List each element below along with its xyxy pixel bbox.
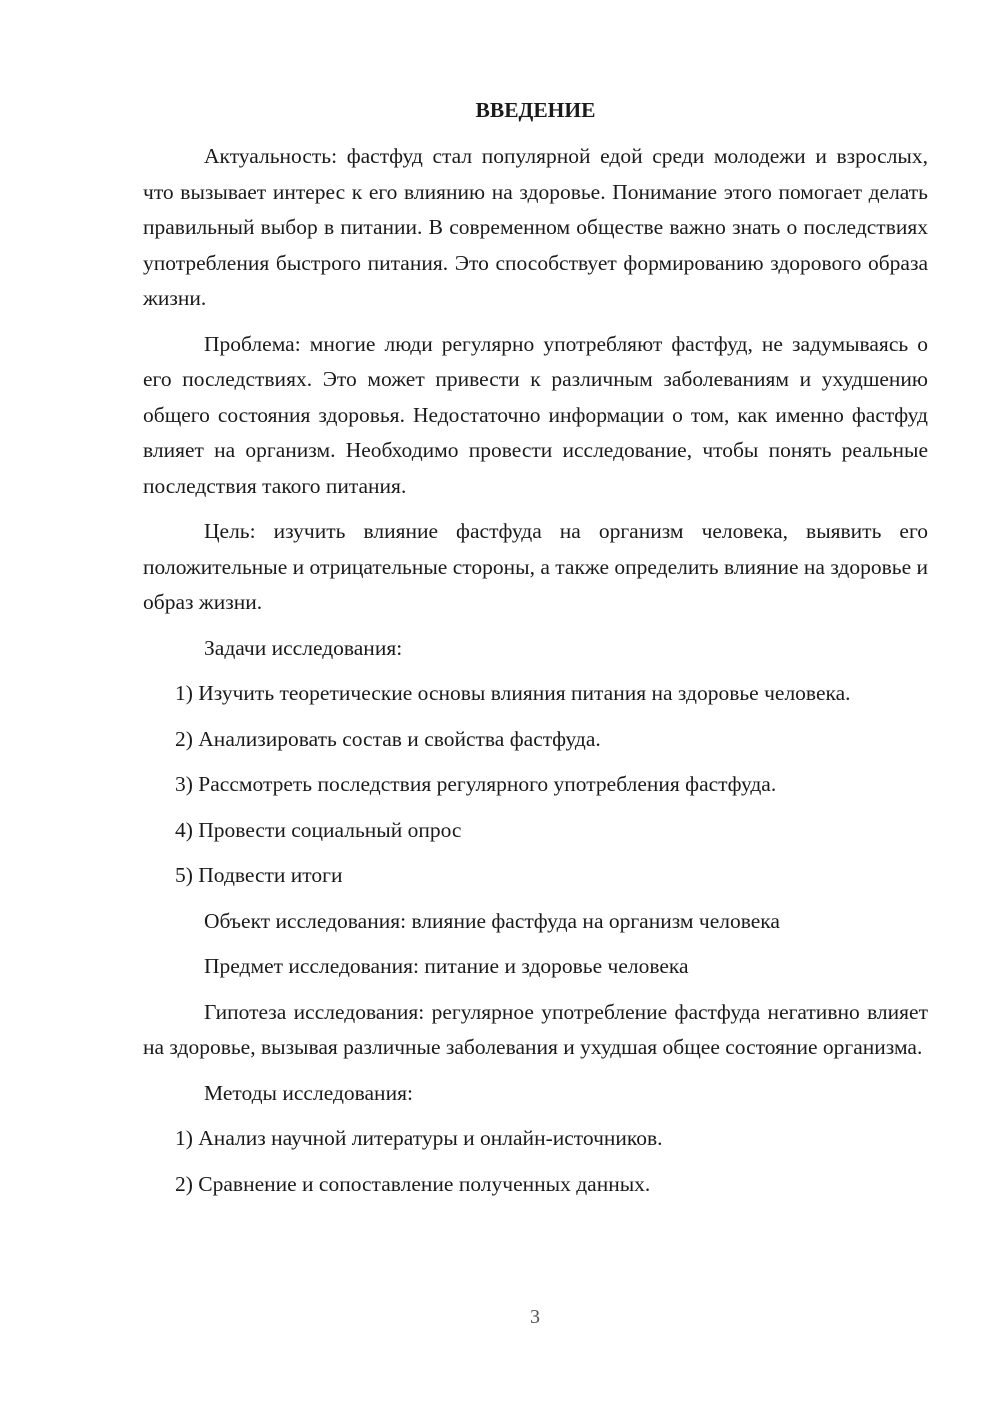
tasks-heading: Задачи исследования: [204,635,403,660]
object-line: Объект исследования: влияние фастфуда на организм человека [204,908,780,933]
task-item-5: 5) Подвести итоги [175,863,343,887]
page-number: 3 [530,1306,540,1328]
relevance-paragraph: Актуальность: фастфуд стал популярной едой среди молодежи и взрослых, что вызывает интерес к его влиянию на здоровье. Понимание этого помогает делать правильный выбор в питании. В современном обществе важно знать о последствиях употребления быстрого питания. Это способствует формированию здорового образа жизни. [143,144,928,310]
goal-paragraph: Цель: изучить влияние фастфуда на организм человека, выявить его положительные и отрицательные стороны, а также определить влияние на здоровье и образ жизни. [143,519,928,614]
page-title: ВВЕДЕНИЕ [475,98,596,122]
subject-line: Предмет исследования: питание и здоровье человека [204,954,689,978]
document-page [143,95,928,1212]
task-item-3: 3) Рассмотреть последствия регулярного употребления фастфуда. [175,772,777,796]
hypothesis-paragraph: Гипотеза исследования: регулярное употребление фастфуда негативно влияет на здоровье, вызывая различные заболевания и ухудшая общее состояние организма. [143,999,928,1059]
task-item-2: 2) Анализировать состав и свойства фастфуда. [175,726,601,751]
methods-heading: Методы исследования: [204,1080,413,1105]
task-item-1: 1) Изучить теоретические основы влияния питания на здоровье человека. [175,681,851,705]
method-item-2: 2) Сравнение и сопоставление полученных данных. [175,1171,651,1196]
task-item-4: 4) Провести социальный опрос [175,817,462,842]
problem-paragraph: Проблема: многие люди регулярно употребляют фастфуд, не задумываясь о его последствиях. Это может привести к различным заболеваниям и ухудшению общего состояния здоровья. Недостаточно информации о том, как именно фастфуд влияет на организм. Необходимо провести исследование, чтобы понять реальные последствия такого питания. [143,331,928,498]
method-item-1: 1) Анализ научной литературы и онлайн-источников. [175,1126,663,1150]
